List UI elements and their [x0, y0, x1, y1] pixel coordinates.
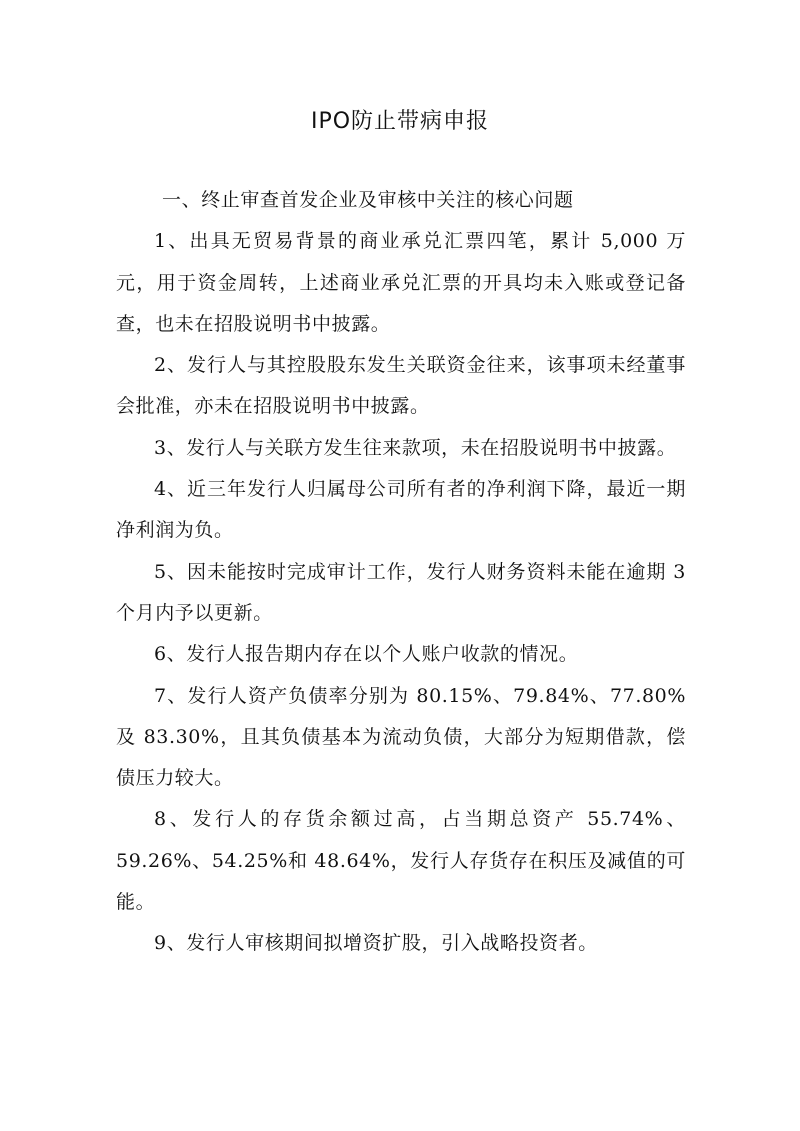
list-item-5: 5、因未能按时完成审计工作，发行人财务资料未能在逾期 3 个月内予以更新。	[116, 560, 686, 624]
list-item-2: 2、发行人与其控股股东发生关联资金往来，该事项未经董事会批准，亦未在招股说明书中披露。	[116, 354, 686, 418]
document-body	[116, 180, 686, 965]
list-item-4: 4、近三年发行人归属母公司所有者的净利润下降，最近一期净利润为负。	[116, 478, 686, 542]
section-heading: 一、终止审查首发企业及审核中关注的核心问题	[162, 189, 574, 211]
list-item-9: 9、发行人审核期间拟增资扩股，引入战略投资者。	[154, 932, 598, 955]
document-title: IPO防止带病申报	[310, 109, 490, 134]
list-item-8: 8、发行人的存货余额过高，占当期总资产 55.74%、59.26%、54.25%和 48.64%，发行人存货存在积压及减值的可能。	[116, 808, 686, 914]
list-item-1: 1、出具无贸易背景的商业承兑汇票四笔，累计 5,000 万元，用于资金周转，上述商业承兑汇票的开具均未入账或登记备查，也未在招股说明书中披露。	[116, 230, 686, 335]
list-item-7: 7、发行人资产负债率分别为 80.15%、79.84%、77.80%及 83.30%，且其负债基本为流动负债，大部分为短期借款，偿债压力较大。	[116, 684, 686, 790]
list-item-6: 6、发行人报告期内存在以个人账户收款的情况。	[154, 643, 579, 666]
list-item-3: 3、发行人与关联方发生往来款项，未在招股说明书中披露。	[154, 436, 677, 459]
